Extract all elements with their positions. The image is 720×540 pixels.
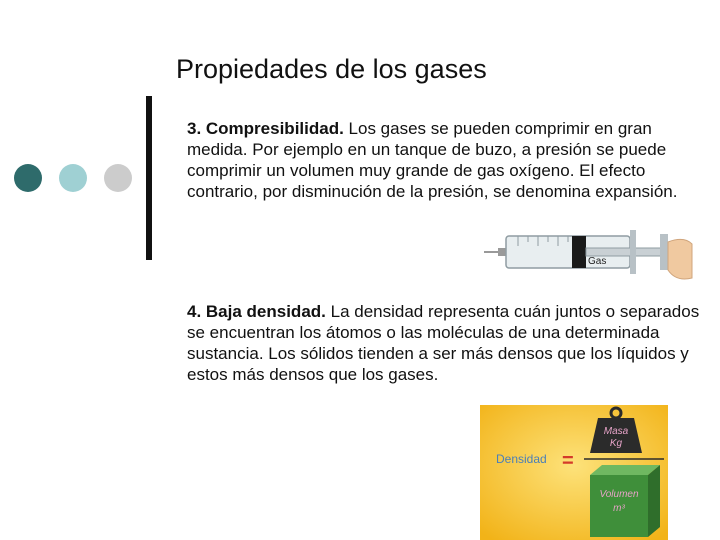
equals-sign: = <box>562 450 574 472</box>
section-baja-densidad <box>187 301 707 385</box>
mass-unit: Kg <box>609 438 623 449</box>
dot-gray <box>104 164 132 192</box>
vertical-divider <box>146 96 152 260</box>
dot-light-teal <box>59 164 87 192</box>
section-heading: 4. Baja densidad. <box>187 302 326 321</box>
dot-dark-teal <box>14 164 42 192</box>
volume-unit: m³ <box>613 503 625 514</box>
decorative-dots <box>14 164 134 194</box>
mass-label: Masa <box>603 426 629 437</box>
syringe-image <box>484 222 694 286</box>
section-compresibilidad <box>187 118 707 202</box>
section-text: Los gases se pueden comprimir en gran medida. Por ejemplo en un tanque de buzo, a presión se puede comprimir un volumen muy grande de gas oxígeno. El efecto contrario, por disminución de la presión, se denomina expansión. <box>187 119 678 201</box>
density-image <box>480 405 668 540</box>
section-heading: 3. Compresibilidad. <box>187 119 344 138</box>
section-text: La densidad representa cuán juntos o separados se encuentran los átomos o las moléculas de una determinada sustancia. Los sólidos tienden a ser más densos que los líquidos y estos más densos que los gases. <box>187 302 700 384</box>
syringe-gas-label: Gas <box>588 256 607 267</box>
density-label: Densidad <box>496 452 547 466</box>
slide-title: Propiedades de los gases <box>176 54 487 84</box>
volume-label: Volumen <box>599 489 639 500</box>
